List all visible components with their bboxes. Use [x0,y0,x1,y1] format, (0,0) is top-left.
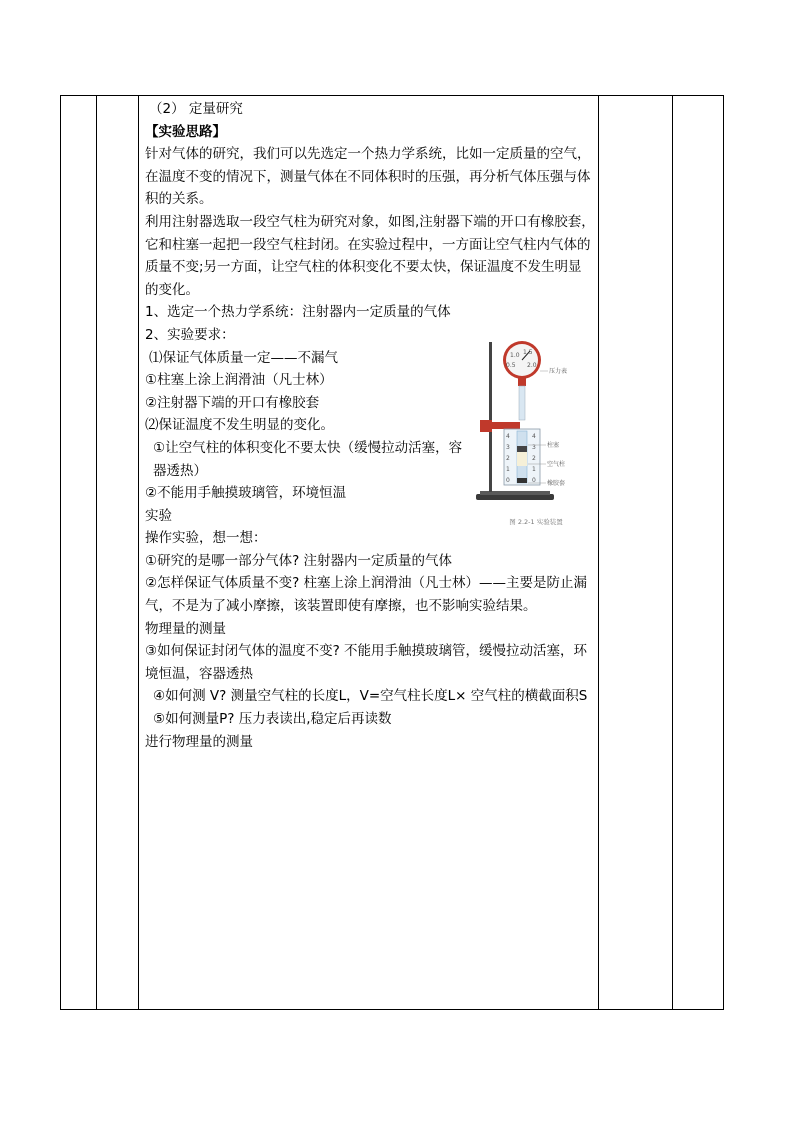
label-air-column: 空气柱 [547,461,566,468]
line-1: 1、选定一个热力学系统：注射器内一定质量的气体 [145,304,451,321]
scale-tick-label: 2 [532,455,536,462]
scale-tick-label: 3 [506,444,510,451]
line-2: 2、实验要求： [145,326,235,343]
line-17: 进行物理量的测量 [145,733,253,750]
gauge-tick-label: 1.5 [523,349,533,356]
scale-tick-label: 1 [506,466,510,473]
line-13: 物理量的测量 [145,620,226,637]
idea-heading: 【实验思路】 [145,123,226,140]
scale-tick-label: 1 [532,466,536,473]
line-10: 操作实验，想一想： [145,530,267,547]
line-11: ①研究的是哪一部分气体? 注射器内一定质量的气体 [145,552,453,569]
paragraph-2: 利用注射器选取一段空气柱为研究对象，如图,注射器下端的开口有橡胶套，它和柱塞一起把一段空气柱封闭。在实验过程中，一方面让空气柱内气体的质量不变;另一方面，让空气柱的体积变化不要太快，保证温度不发生明显的变化。 [145,213,595,298]
rubber-cap [517,478,527,483]
column-divider-3 [598,96,599,1009]
line-4: ①柱塞上涂上润滑油（凡士林） [145,372,333,389]
paragraph-1: 针对气体的研究，我们可以先选定一个热力学系统，比如一定质量的空气，在温度不变的情况下，测量气体在不同体积时的压强，再分析气体压强与体积的关系。 [145,146,591,208]
line-3: ⑴保证气体质量一定——不漏气 [149,349,338,366]
scale-tick-label: 4 [532,433,536,440]
gauge-tick-label: 2.0 [527,362,537,369]
plunger [517,446,527,452]
air-column [517,452,527,466]
clamp-arm [490,422,520,429]
stand-rod [489,342,492,492]
label-gauge: 压力表 [549,368,568,375]
apparatus-illustration [466,338,598,518]
gauge-neck [518,378,526,386]
scale-tick-label: 3 [532,444,536,451]
line-16: ⑤如何测量P? 压力表读出,稳定后再读数 [153,711,392,728]
column-divider-2 [138,96,139,1009]
line-15: ④如何测 V? 测量空气柱的长度L，V=空气柱长度L× 空气柱的横截面积S [153,688,588,705]
line-5: ②注射器下端的开口有橡胶套 [145,394,320,411]
section-heading: （2） 定量研究 [149,101,243,117]
line-14: ③如何保证封闭气体的温度不变? 不能用手触摸玻璃管，缓慢拉动活塞，环境恒温，容器透热 [145,643,588,682]
line-12: ②怎样保证气体质量不变? 柱塞上涂上润滑油（凡士林）——主要是防止漏气，不是为了减小摩擦，该装置即使有摩擦，也不影响实验结果。 [145,575,588,615]
scale-tick-label: 0 [506,477,510,484]
column-divider-1 [96,96,97,1009]
figure-caption: 图 2.2-1 实验装置 [509,518,563,526]
line-6: ⑵保证温度不发生明显的变化。 [145,417,334,434]
apparatus-figure [466,338,598,533]
column-divider-4 [672,96,673,1009]
connector-tube [519,386,525,420]
gauge-tick-label: 1.0 [510,352,520,359]
scale-tick-label: 0 [532,477,536,484]
line-8: ②不能用手触摸玻璃管，环境恒温 [145,485,347,502]
gauge-tick-label: 0.5 [506,362,516,369]
scale-tick-label: 4 [506,433,510,440]
label-plunger: 柱塞 [547,442,560,449]
label-rubber-cap: 橡胶套 [547,480,566,487]
line-9: 实验 [145,507,172,524]
scale-tick-label: 2 [506,455,510,462]
line-7: ①让空气柱的体积变化不要太快（缓慢拉动活塞，容器透热） [153,439,463,479]
